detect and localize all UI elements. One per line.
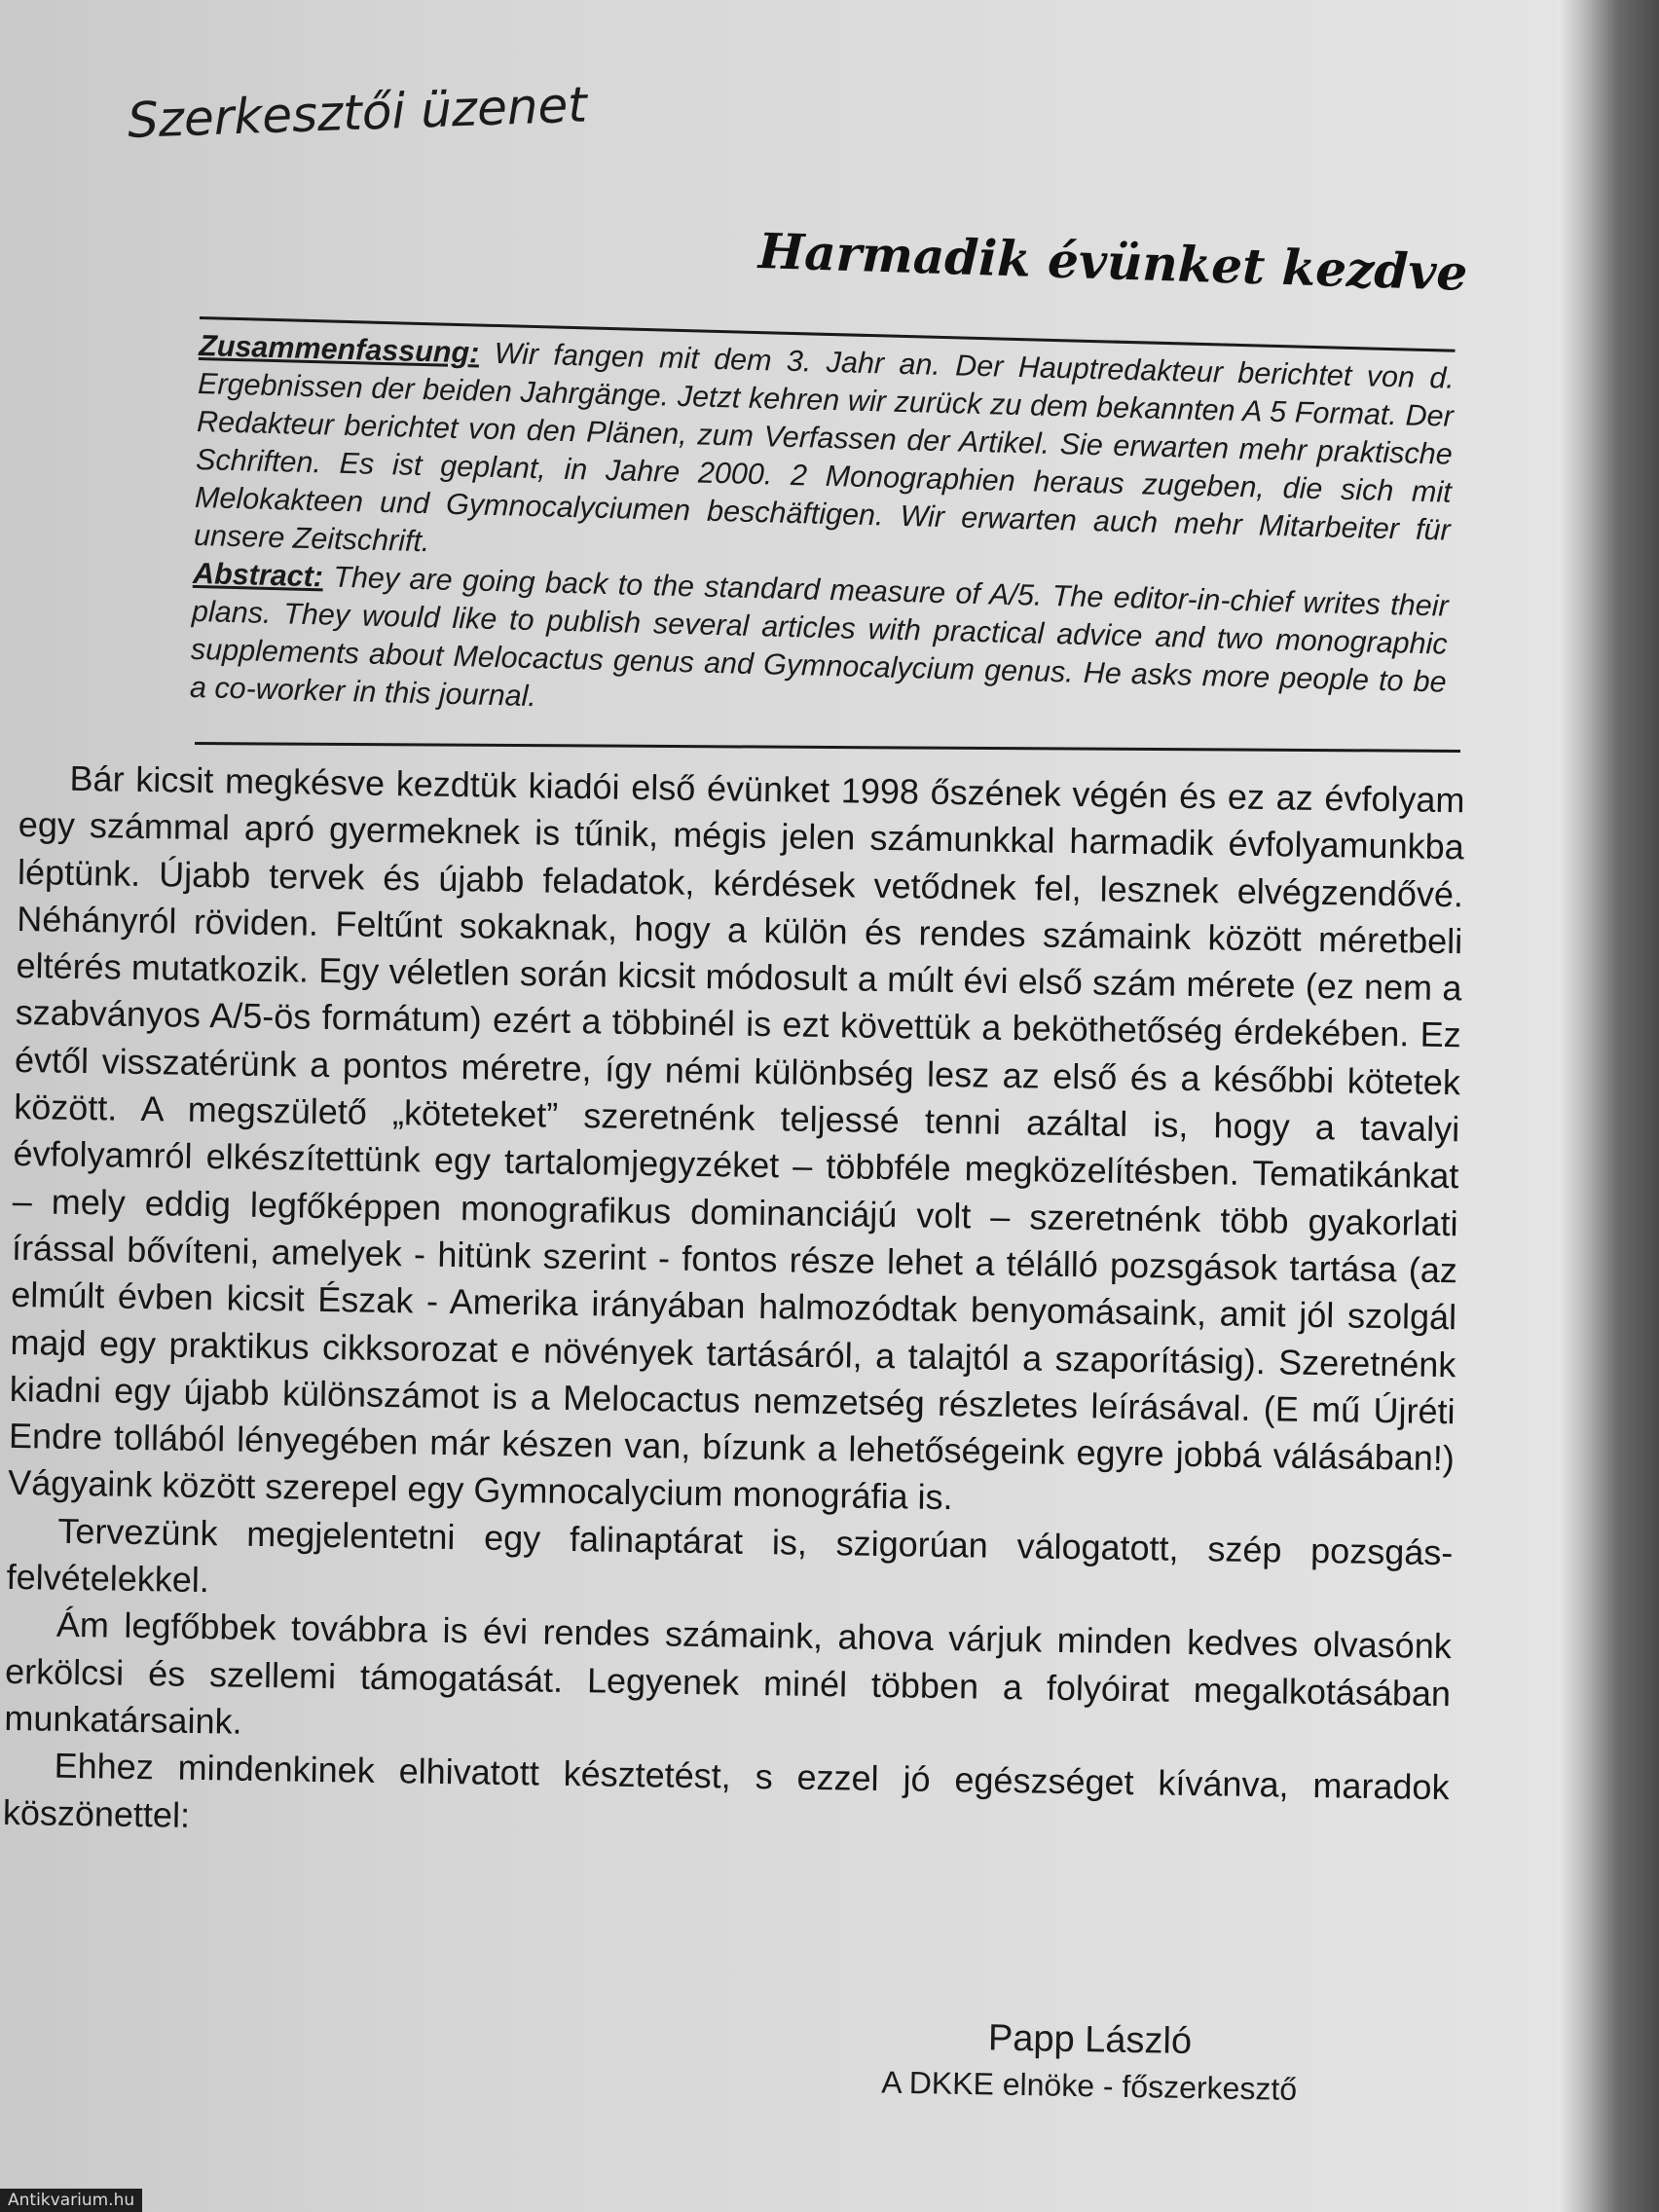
signature-block (796, 2010, 1382, 2112)
page-edge-shadow (1558, 0, 1659, 2212)
body-paragraph-3: Ám legfőbbek továbbra is évi rendes számaink, ahova várjuk minden kedves olvasónk erkölcsi és szellemi támogatását. Legyenek minél többen a folyóirat megalkotásában munkatársaink. (4, 1604, 1453, 1742)
abstract-label: Abstract: (192, 556, 324, 594)
article-body (3, 755, 1465, 1859)
signature-name: Papp László (987, 2017, 1193, 2063)
body-paragraph-1: Bár kicsit megkésve kezdtük kiadói első évünket 1998 őszének végén és ez az évfolyam egy számmal apró gyermeknek is tűnik, mégis jelen számunkkal harmadik évfolyamunkba léptünk. Újabb tervek és újabb feladatok, kérdések vetődnek fel, lesznek elvégzendővé. Néhányról röviden. Feltűnt sokaknak, hogy a külön és rendes számaink között méretbeli eltérés mutatkozik. Egy véletlen során kicsit módosult a múlt évi első szám mérete (ez nem a szabványos A/5-ös formátum) ezért a többinél is ezt követtük a beköthetőség érdekében. Ez évtől visszatérünk a pontos méretre, így némi különbség lesz az első és a későbbi kötetek között. A megszülető „köteteket” szeretnénk teljessé tenni azáltal is, hogy a tavalyi évfolyamról elkészítettünk egy tartalomjegyzéket – többféle megközelítésben. Tematikánkat – mely eddig legfőképpen monografikus dominanciájú volt – szeretnénk több gyakorlati írással bővíteni, amelyek - hitünk szerint - fontos része lehet a télálló pozsgások tartása (az elmúlt évben kicsit Észak - Amerika irányában halmozódtak benyomásaink, amit jól szolgál majd egy praktikus cikksorozat e növények tartásáról, a talajtól a szaporításig). Szeretnénk kiadni egy újabb különszámot is a Melocactus nemzetség részletes leírásával. (E mű Újréti Endre tollából lényegében már készen van, bízunk a lehetőségeink egyre jobbá válásában!) Vágyaink között szerepel egy Gymnocalycium monográfia is. (7, 757, 1465, 1518)
watermark: Antikvarium.hu (0, 2189, 142, 2212)
body-paragraph-2: Tervezünk megjelentetni egy falinaptárat is, szigorúan válogatott, szép pozsgásfelvételekkel. (6, 1510, 1454, 1601)
article-title: Harmadik évünket kezdve (757, 222, 1469, 302)
zusammenfassung-text: Wir fangen mit dem 3. Jahr an. Der Hauptredakteur berichtet von d. Ergebnissen der beiden Jahrgänge. Jetzt kehren wir zurück zu dem bekannten A 5 Format. Der Redakteur berichtet von den Plänen, zum Verfassen der Artikel. Sie erwarten mehr praktische Schriften. Es ist geplant, in Jahre 2000. 2 Monographien heraus zugeben, die sich mit Melokakteen und Gymnocalyciumen beschäftigen. Wir erwarten auch mehr Mitarbeiter für unsere Zeitschrift. (193, 336, 1456, 559)
abstract-divider (195, 742, 1460, 753)
abstract-paragraph (190, 555, 1450, 740)
signature-role: A DKKE elnöke - főszerkesztő (880, 2064, 1298, 2107)
abstract-box (190, 316, 1456, 740)
zusammenfassung-paragraph (194, 327, 1456, 588)
body-paragraph-4: Ehhez mindenkinek elhivatott késztetést, s ezzel jó egészséget kívánva, maradok köszönettel: (2, 1745, 1450, 1835)
section-label: Szerkesztői üzenet (127, 76, 588, 149)
abstract-text: They are going back to the standard measure of A/5. The editor-in-chief writes their plans. They would like to publish several articles with practical advice and two monographic supplements about Melocactus genus and Gymnocalycium genus. He asks more people to be a co-worker in this journal. (189, 560, 1450, 714)
zusammenfassung-label: Zusammenfassung: (198, 328, 480, 370)
